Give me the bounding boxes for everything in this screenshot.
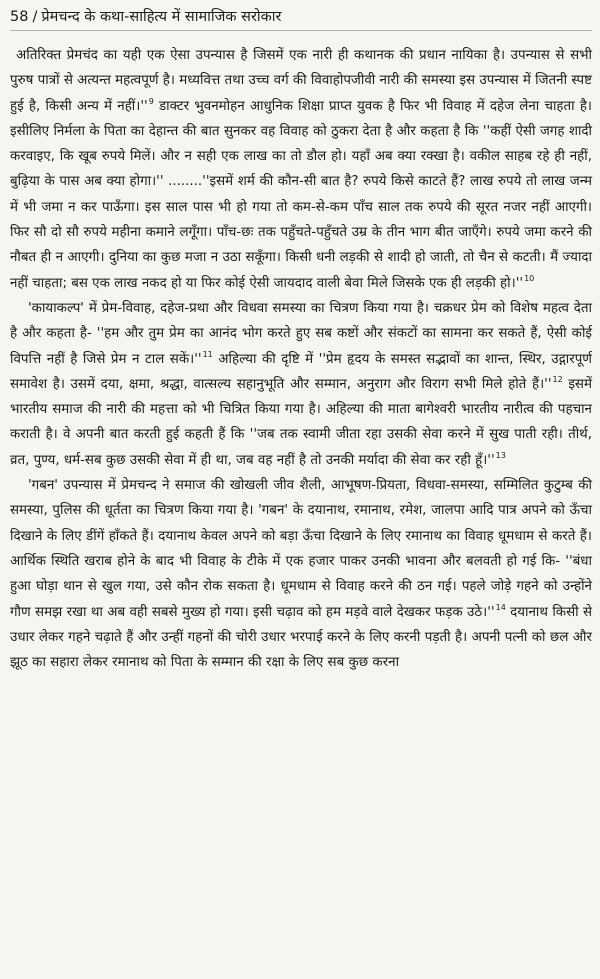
paragraph-gaban	[10, 473, 592, 675]
paragraph-kayakalp	[10, 296, 592, 473]
book-title: प्रेमचन्द के कथा-साहित्य में सामाजिक सरोकार	[41, 9, 282, 25]
footnote-ref: 11	[202, 350, 213, 360]
header-separator: /	[32, 9, 38, 25]
running-header	[10, 6, 592, 31]
footnote-ref: 14	[495, 603, 506, 613]
text-segment: 'गबन' उपन्यास में प्रेमचन्द ने समाज की खोखली जीव शैली, आभूषण-प्रियता, विधवा-समस्या, सम्मिलित कुटुम्ब की समस्या, पुलिस की धूर्तता का चित्रण किया गया है। 'गबन' के दयानाथ, रमानाथ, रमेश, जालपा आदि पात्र अपने को ऊँचा दिखाने के लिए डींगें हाँकते हैं। दयानाथ केवल अपने को बड़ा ऊँचा दिखाने के लिए रमानाथ का विवाह धूमधाम से करते हैं। आर्थिक स्थिति खराब होने के बाद भी विवाह के टीके में एक हजार पाकर उनकी भावना और बलवती हो गई कि- ''बंधा हुआ घोड़ा थान से खुल गया, उसे कौन रोक सकता है। धूमधाम से विवाह करने की ठन गई। पहले जोड़े गहने को उन्होंने गौण समझ रखा था अब वही सबसे मुख्य हो गया। इसी चढ़ाव को हम मड़वे वाले देखकर फड़क उठे।''	[10, 478, 592, 620]
text-segment: 'कायाकल्प' में प्रेम-विवाह, दहेज-प्रथा और विधवा समस्या का चित्रण किया गया है। चक्रधर प्रेम को विशेष महत्व देता है और कहता है- ''हम और तुम प्रेम का आनंद भोग करते हुए सब कष्टों और संकटों का सामना कर सकते हैं, ऐसी कोई विपत्ति नहीं है जिसे प्रेम न टाल सकें।''	[10, 300, 592, 367]
text-segment: दयानाथ किसी से उधार लेकर गहने चढ़ाते हैं और उन्हीं गहनों की चोरी उधार भरपाई करने के लिए करनी पड़ती है। अपनी पत्नी को छल और झूठ का सहारा लेकर रमानाथ को पिता के सम्मान की रक्षा के लिए सब कुछ करना	[10, 604, 592, 671]
text-segment: डाक्टर भुवनमोहन आधुनिक शिक्षा प्राप्त युवक है फिर भी विवाह में दहेज लेना चाहता है। इसीलिए निर्मला के पिता का देहान्त की बात सुनकर वह विवाह को ठुकरा देता है और कहता है कि ''कहीं ऐसी जगह शादी करवाइए, कि खूब रुपये मिलें। और न सही एक लाख का तो डौल हो। यहाँ अब क्या रक्खा है। वकील साहब रहे ही नहीं, बुढ़िया के पास अब क्या होगा।'' ........''इसमें शर्म की कौन-सी बात है? रुपये किसे काटते हैं? लाख रुपये तो लाख जन्म में भी जमा न कर पाऊँगा। इस साल पास भी हो गया तो कम-से-कम पाँच साल तक रुपये की सूरत नजर नहीं आएगी। फिर सौ दो सौ रुपये महीना कमाने लगूँगा। पाँच-छः तक पहुँचते-पहुँचते उम्र के तीन भाग बीत जाएँगे। रुपये जमा करने की नौबत ही न आएगी। दुनिया का कुछ मजा न उठा सकूँगा। किसी धनी लड़की से शादी हो जाती, तो चैन से कटती। मैं ज्यादा नहीं चाहता; बस एक लाख नकद हो या फिर कोई ऐसी जायदाद वाली बेवा मिले जिसके एक ही लड़की हो।''	[10, 98, 593, 291]
footnote-ref: 10	[524, 274, 535, 284]
text-segment: इसमें भारतीय समाज की नारी की महत्ता को भी चित्रित किया गया है। अहिल्या की माता बागेश्वरी भारतीय नारीत्व की पहचान कराती है। वे अपनी बात करती हुई कहती हैं कि ''जब तक स्वामी जीता रहा उसकी सेवा करने में सुख पाती रही। तीर्थ, व्रत, पुण्य, धर्म-सब कुछ उसकी सेवा में ही था, जब वह नहीं है तो उनकी मर्यादा की सेवा कर रही हूँ।''	[10, 376, 592, 468]
text-segment: अतिरिक्त प्रेमचंद का यही एक ऐसा उपन्यास है जिसमें एक नारी ही कथानक की प्रधान नायिका है। उपन्यास से सभी पुरुष पात्रों से अत्यन्त महत्वपूर्ण है। मध्यवित्त तथा उच्च वर्ग की विवाहोपजीवी नारी की समस्या इस उपन्यास में जितनी स्पष्ट हुई है, किसी अन्य में नहीं।''	[10, 48, 592, 114]
footnote-ref: 12	[552, 375, 563, 385]
page-number: 58	[10, 9, 29, 25]
footnote-ref: 13	[495, 451, 506, 461]
footnote-ref: 9	[148, 97, 154, 107]
text-segment: अहिल्या की दृष्टि में ''प्रेम हृदय के समस्त सद्भावों का शान्त, स्थिर, उद्गारपूर्ण समावेश है। उसमें दया, क्षमा, श्रद्धा, वात्सल्य सहानुभूति और सम्मान, अनुराग और विराग सभी मिले होते हैं।''	[10, 351, 592, 392]
paragraph-nirmala	[10, 43, 592, 296]
body-text	[10, 43, 592, 675]
